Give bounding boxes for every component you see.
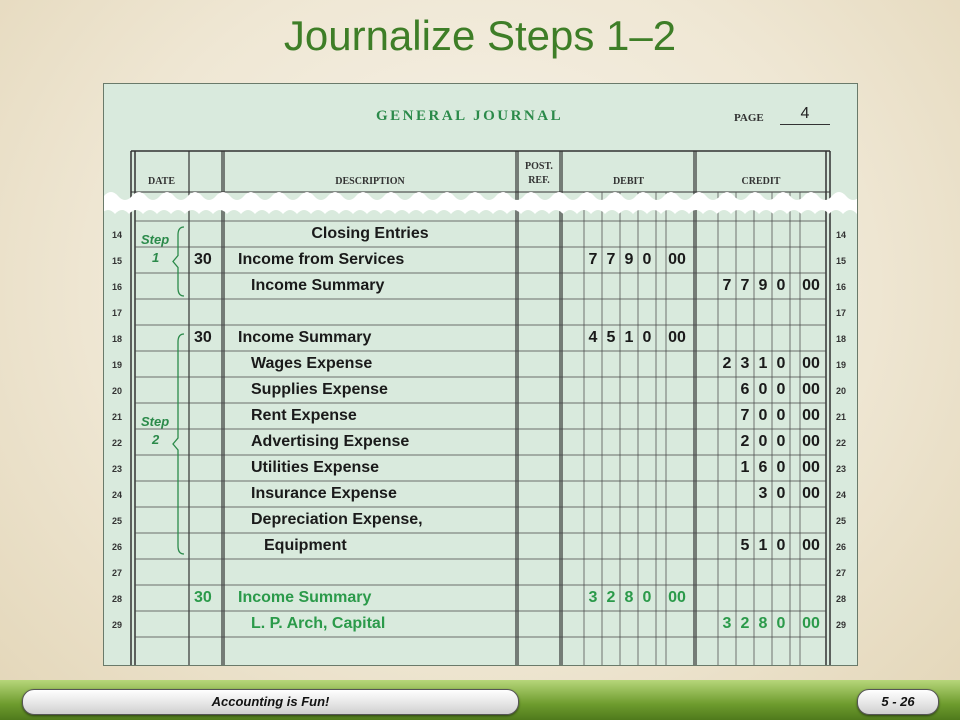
credit-amount-digit: 7 xyxy=(740,407,750,424)
credit-amount-digit: 8 xyxy=(758,615,768,632)
credit-amount-digit: 2 xyxy=(740,433,750,450)
line-number-right: 24 xyxy=(836,490,847,500)
line-number-left: 15 xyxy=(112,256,123,266)
credit-amount-cents: 00 xyxy=(802,433,820,450)
credit-amount-digit: 7 xyxy=(722,277,732,294)
line-number-left: 27 xyxy=(112,568,123,578)
credit-amount-cents: 00 xyxy=(802,277,820,294)
line-number-left: 19 xyxy=(112,360,123,370)
debit-amount-cents: 00 xyxy=(668,251,686,268)
entry-description: Wages Expense xyxy=(251,355,373,372)
credit-amount-digit: 3 xyxy=(722,615,732,632)
debit-amount-digit: 7 xyxy=(606,251,616,268)
line-number-left: 14 xyxy=(112,230,123,240)
step-1-bracket xyxy=(173,227,184,296)
step-2-number: 2 xyxy=(152,432,160,447)
debit-amount-digit: 5 xyxy=(606,329,616,346)
entry-description: Insurance Expense xyxy=(251,485,397,502)
date-column-header: DATE xyxy=(147,176,176,187)
credit-amount-digit: 3 xyxy=(758,485,768,502)
credit-amount-digit: 0 xyxy=(776,485,786,502)
entry-description: Supplies Expense xyxy=(251,381,388,398)
line-number-right: 15 xyxy=(836,256,847,266)
debit-amount-digit: 3 xyxy=(588,589,598,606)
line-number-right: 29 xyxy=(836,620,847,630)
entry-description: Income Summary xyxy=(238,329,372,346)
debit-amount-cents: 00 xyxy=(668,329,686,346)
credit-amount-cents: 00 xyxy=(802,485,820,502)
step-1-label: Step xyxy=(141,232,170,247)
credit-amount-digit: 0 xyxy=(758,381,768,398)
debit-amount-digit: 4 xyxy=(588,329,598,346)
slide-title: Journalize Steps 1–2 xyxy=(283,12,677,59)
line-number-left: 18 xyxy=(112,334,123,344)
credit-amount-digit: 7 xyxy=(740,277,750,294)
debit-amount-digit: 1 xyxy=(624,329,634,346)
debit-column-header: DEBIT xyxy=(612,176,645,187)
entry-description: Advertising Expense xyxy=(251,433,410,450)
credit-amount-digit: 0 xyxy=(776,459,786,476)
line-number-right: 21 xyxy=(836,412,847,422)
line-number-left: 17 xyxy=(112,308,123,318)
line-number-right: 22 xyxy=(836,438,847,448)
credit-amount-digit: 1 xyxy=(758,355,768,372)
step-2-bracket xyxy=(173,334,184,554)
credit-amount-digit: 1 xyxy=(758,537,768,554)
line-number-left: 23 xyxy=(112,464,123,474)
credit-amount-cents: 00 xyxy=(802,459,820,476)
entry-description: Utilities Expense xyxy=(251,459,380,476)
line-number-left: 28 xyxy=(112,594,123,604)
credit-amount-digit: 0 xyxy=(776,381,786,398)
credit-column-header: CREDIT xyxy=(741,176,781,187)
credit-amount-digit: 6 xyxy=(758,459,768,476)
line-number-left: 26 xyxy=(112,542,123,552)
debit-amount-digit: 9 xyxy=(624,251,634,268)
line-number-left: 16 xyxy=(112,282,123,292)
debit-amount-digit: 8 xyxy=(624,589,634,606)
entry-description: Closing Entries xyxy=(311,225,429,242)
entry-description: L. P. Arch, Capital xyxy=(251,615,386,632)
line-number-right: 18 xyxy=(836,334,847,344)
credit-amount-digit: 3 xyxy=(740,355,750,372)
debit-amount-digit: 0 xyxy=(642,329,652,346)
line-number-left: 20 xyxy=(112,386,123,396)
credit-amount-cents: 00 xyxy=(802,381,820,398)
credit-amount-digit: 0 xyxy=(776,537,786,554)
credit-amount-digit: 0 xyxy=(776,407,786,424)
post-ref-column-header-line1: POST. xyxy=(525,161,553,172)
line-number-left: 24 xyxy=(112,490,123,500)
credit-amount-digit: 1 xyxy=(740,459,750,476)
credit-amount-digit: 0 xyxy=(776,355,786,372)
credit-amount-digit: 2 xyxy=(722,355,732,372)
journal-title: GENERAL JOURNAL xyxy=(376,108,564,124)
entry-day: 30 xyxy=(194,329,212,346)
description-column-header: DESCRIPTION xyxy=(335,176,405,187)
line-number-right: 19 xyxy=(836,360,847,370)
line-number-right: 26 xyxy=(836,542,847,552)
line-number-right: 23 xyxy=(836,464,847,474)
credit-amount-digit: 2 xyxy=(740,615,750,632)
line-number-right: 16 xyxy=(836,282,847,292)
debit-amount-digit: 2 xyxy=(606,589,616,606)
step-1-number: 1 xyxy=(152,250,160,265)
line-number-right: 20 xyxy=(836,386,847,396)
page-label: PAGE xyxy=(734,112,764,124)
line-number-left: 25 xyxy=(112,516,123,526)
line-number-left: 22 xyxy=(112,438,123,448)
debit-amount-cents: 00 xyxy=(668,589,686,606)
post-ref-column-header-line2: REF. xyxy=(528,175,550,186)
entry-description: Equipment xyxy=(264,537,347,554)
entry-day: 30 xyxy=(194,589,212,606)
entry-description: Income Summary xyxy=(238,589,372,606)
entry-day: 30 xyxy=(194,251,212,268)
entry-description: Income Summary xyxy=(251,277,385,294)
credit-amount-cents: 00 xyxy=(802,407,820,424)
credit-amount-digit: 5 xyxy=(740,537,750,554)
debit-amount-digit: 7 xyxy=(588,251,598,268)
entry-description: Depreciation Expense, xyxy=(251,511,423,528)
credit-amount-digit: 0 xyxy=(758,407,768,424)
credit-amount-cents: 00 xyxy=(802,537,820,554)
debit-amount-digit: 0 xyxy=(642,251,652,268)
general-journal xyxy=(103,83,858,666)
debit-amount-digit: 0 xyxy=(642,589,652,606)
page-number: 4 xyxy=(780,105,830,125)
footer-title-pill: Accounting is Fun! xyxy=(22,689,519,715)
line-number-left: 21 xyxy=(112,412,123,422)
journal-ruling xyxy=(104,84,857,665)
line-number-right: 27 xyxy=(836,568,847,578)
slide-number-pill: 5 - 26 xyxy=(857,689,939,715)
credit-amount-digit: 6 xyxy=(740,381,750,398)
credit-amount-cents: 00 xyxy=(802,615,820,632)
credit-amount-digit: 0 xyxy=(776,615,786,632)
line-number-right: 14 xyxy=(836,230,847,240)
line-number-right: 28 xyxy=(836,594,847,604)
credit-amount-digit: 0 xyxy=(776,433,786,450)
credit-amount-digit: 0 xyxy=(758,433,768,450)
line-number-right: 17 xyxy=(836,308,847,318)
step-2-label: Step xyxy=(141,414,170,429)
credit-amount-cents: 00 xyxy=(802,355,820,372)
entry-description: Rent Expense xyxy=(251,407,357,424)
entry-description: Income from Services xyxy=(238,251,405,268)
credit-amount-digit: 0 xyxy=(776,277,786,294)
torn-page-band xyxy=(104,192,857,214)
credit-amount-digit: 9 xyxy=(758,277,768,294)
line-number-left: 29 xyxy=(112,620,123,630)
line-number-right: 25 xyxy=(836,516,847,526)
